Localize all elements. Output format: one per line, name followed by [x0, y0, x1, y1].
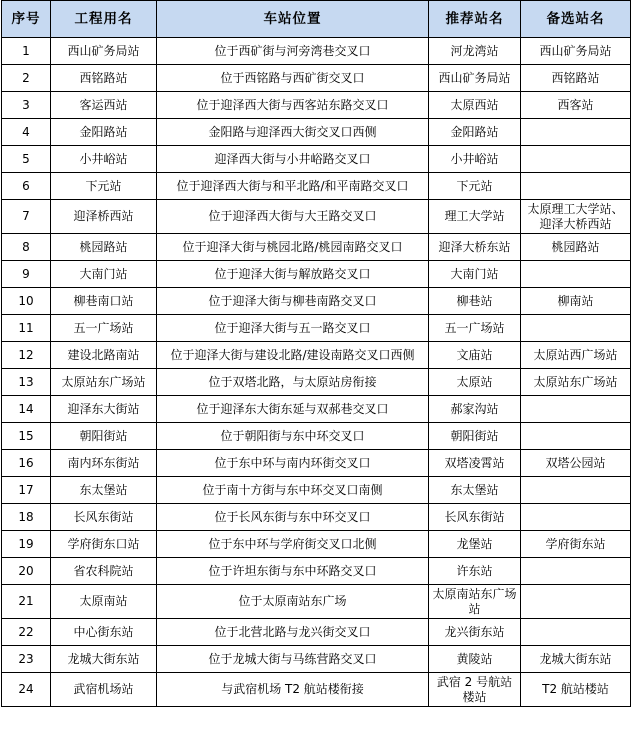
cell-no: 18 — [2, 504, 51, 531]
cell-alternative-name: T2 航站楼站 — [521, 673, 631, 707]
cell-recommended-name: 太原南站东广场站 — [429, 585, 521, 619]
table-row — [2, 315, 631, 342]
cell-alternative-name — [521, 119, 631, 146]
header-row — [2, 1, 631, 38]
cell-recommended-name: 金阳路站 — [429, 119, 521, 146]
table-row — [2, 477, 631, 504]
cell-no: 14 — [2, 396, 51, 423]
cell-engineering-name: 龙城大街东站 — [51, 646, 157, 673]
cell-recommended-name: 黄陵站 — [429, 646, 521, 673]
cell-alternative-name: 双塔公园站 — [521, 450, 631, 477]
header-no: 序号 — [2, 1, 51, 38]
cell-recommended-name: 龙堡站 — [429, 531, 521, 558]
cell-engineering-name: 武宿机场站 — [51, 673, 157, 707]
cell-recommended-name: 柳巷站 — [429, 288, 521, 315]
cell-recommended-name: 大南门站 — [429, 261, 521, 288]
cell-no: 8 — [2, 234, 51, 261]
cell-station-location: 位于迎泽大街与柳巷南路交叉口 — [157, 288, 429, 315]
cell-station-location: 位于东中环与学府街交叉口北侧 — [157, 531, 429, 558]
cell-engineering-name: 五一广场站 — [51, 315, 157, 342]
table-row — [2, 646, 631, 673]
cell-no: 13 — [2, 369, 51, 396]
header-recommended-name: 推荐站名 — [429, 1, 521, 38]
cell-engineering-name: 东太堡站 — [51, 477, 157, 504]
cell-engineering-name: 小井峪站 — [51, 146, 157, 173]
cell-recommended-name: 文庙站 — [429, 342, 521, 369]
cell-recommended-name: 郝家沟站 — [429, 396, 521, 423]
cell-alternative-name — [521, 504, 631, 531]
table-row — [2, 234, 631, 261]
cell-alternative-name — [521, 585, 631, 619]
cell-no: 10 — [2, 288, 51, 315]
table-header — [2, 1, 631, 38]
cell-recommended-name: 下元站 — [429, 173, 521, 200]
header-alternative-name: 备选站名 — [521, 1, 631, 38]
cell-station-location: 位于迎泽大街与解放路交叉口 — [157, 261, 429, 288]
cell-engineering-name: 桃园路站 — [51, 234, 157, 261]
cell-engineering-name: 西山矿务局站 — [51, 38, 157, 65]
cell-engineering-name: 长风东街站 — [51, 504, 157, 531]
cell-alternative-name — [521, 315, 631, 342]
table-row — [2, 200, 631, 234]
cell-alternative-name: 学府街东站 — [521, 531, 631, 558]
cell-no: 24 — [2, 673, 51, 707]
cell-no: 11 — [2, 315, 51, 342]
cell-alternative-name: 西山矿务局站 — [521, 38, 631, 65]
cell-engineering-name: 金阳路站 — [51, 119, 157, 146]
cell-alternative-name: 太原站东广场站 — [521, 369, 631, 396]
cell-no: 7 — [2, 200, 51, 234]
cell-engineering-name: 省农科院站 — [51, 558, 157, 585]
cell-alternative-name: 柳南站 — [521, 288, 631, 315]
cell-recommended-name: 太原西站 — [429, 92, 521, 119]
header-engineering-name: 工程用名 — [51, 1, 157, 38]
table-row — [2, 65, 631, 92]
cell-no: 20 — [2, 558, 51, 585]
cell-station-location: 位于龙城大街与马练营路交叉口 — [157, 646, 429, 673]
cell-engineering-name: 迎泽桥西站 — [51, 200, 157, 234]
table-row — [2, 146, 631, 173]
cell-engineering-name: 大南门站 — [51, 261, 157, 288]
cell-recommended-name: 龙兴街东站 — [429, 619, 521, 646]
cell-recommended-name: 太原站 — [429, 369, 521, 396]
cell-engineering-name: 西铭路站 — [51, 65, 157, 92]
table-row — [2, 504, 631, 531]
table-row — [2, 531, 631, 558]
cell-recommended-name: 小井峪站 — [429, 146, 521, 173]
cell-station-location: 位于太原南站东广场 — [157, 585, 429, 619]
table-body — [2, 38, 631, 707]
cell-station-location: 位于迎泽西大街与和平北路/和平南路交叉口 — [157, 173, 429, 200]
cell-alternative-name — [521, 477, 631, 504]
table-row — [2, 619, 631, 646]
cell-no: 22 — [2, 619, 51, 646]
cell-station-location: 位于许坦东街与东中环路交叉口 — [157, 558, 429, 585]
cell-no: 1 — [2, 38, 51, 65]
cell-recommended-name: 许东站 — [429, 558, 521, 585]
cell-station-location: 位于迎泽大街与桃园北路/桃园南路交叉口 — [157, 234, 429, 261]
cell-engineering-name: 太原站东广场站 — [51, 369, 157, 396]
cell-alternative-name: 太原理工大学站、迎泽大桥西站 — [521, 200, 631, 234]
table-row — [2, 558, 631, 585]
cell-engineering-name: 学府街东口站 — [51, 531, 157, 558]
table-row — [2, 38, 631, 65]
cell-engineering-name: 朝阳街站 — [51, 423, 157, 450]
cell-no: 15 — [2, 423, 51, 450]
cell-alternative-name: 太原站西广场站 — [521, 342, 631, 369]
cell-alternative-name: 西客站 — [521, 92, 631, 119]
cell-alternative-name — [521, 173, 631, 200]
cell-no: 12 — [2, 342, 51, 369]
cell-station-location: 位于西矿街与河旁湾巷交叉口 — [157, 38, 429, 65]
table-row — [2, 288, 631, 315]
cell-engineering-name: 南内环东街站 — [51, 450, 157, 477]
cell-alternative-name: 龙城大街东站 — [521, 646, 631, 673]
cell-alternative-name — [521, 261, 631, 288]
cell-recommended-name: 长风东街站 — [429, 504, 521, 531]
cell-recommended-name: 东太堡站 — [429, 477, 521, 504]
cell-no: 23 — [2, 646, 51, 673]
table-row — [2, 673, 631, 707]
cell-no: 9 — [2, 261, 51, 288]
cell-no: 21 — [2, 585, 51, 619]
cell-station-location: 位于迎泽大街与五一路交叉口 — [157, 315, 429, 342]
cell-recommended-name: 迎泽大桥东站 — [429, 234, 521, 261]
cell-recommended-name: 朝阳街站 — [429, 423, 521, 450]
table-row — [2, 396, 631, 423]
cell-station-location: 位于东中环与南内环街交叉口 — [157, 450, 429, 477]
cell-station-location: 位于朝阳街与东中环交叉口 — [157, 423, 429, 450]
cell-recommended-name: 五一广场站 — [429, 315, 521, 342]
table-row — [2, 423, 631, 450]
cell-station-location: 金阳路与迎泽西大街交叉口西侧 — [157, 119, 429, 146]
cell-engineering-name: 客运西站 — [51, 92, 157, 119]
cell-no: 6 — [2, 173, 51, 200]
cell-alternative-name — [521, 423, 631, 450]
cell-alternative-name — [521, 558, 631, 585]
cell-station-location: 位于双塔北路，与太原站房衔接 — [157, 369, 429, 396]
table-row — [2, 450, 631, 477]
cell-no: 19 — [2, 531, 51, 558]
table-row — [2, 369, 631, 396]
cell-station-location: 与武宿机场 T2 航站楼衔接 — [157, 673, 429, 707]
cell-alternative-name — [521, 619, 631, 646]
cell-station-location: 位于迎泽西大街与大王路交叉口 — [157, 200, 429, 234]
cell-recommended-name: 河龙湾站 — [429, 38, 521, 65]
cell-station-location: 位于北营北路与龙兴街交叉口 — [157, 619, 429, 646]
table-row — [2, 173, 631, 200]
cell-recommended-name: 理工大学站 — [429, 200, 521, 234]
table-row — [2, 261, 631, 288]
cell-alternative-name: 西铭路站 — [521, 65, 631, 92]
table-row — [2, 342, 631, 369]
cell-station-location: 位于迎泽大街与建设北路/建设南路交叉口西侧 — [157, 342, 429, 369]
cell-recommended-name: 双塔凌霄站 — [429, 450, 521, 477]
cell-no: 17 — [2, 477, 51, 504]
station-name-table — [1, 0, 631, 707]
cell-station-location: 位于西铭路与西矿街交叉口 — [157, 65, 429, 92]
cell-engineering-name: 中心街东站 — [51, 619, 157, 646]
cell-engineering-name: 柳巷南口站 — [51, 288, 157, 315]
cell-station-location: 位于长风东街与东中环交叉口 — [157, 504, 429, 531]
cell-recommended-name: 西山矿务局站 — [429, 65, 521, 92]
cell-station-location: 迎泽西大街与小井峪路交叉口 — [157, 146, 429, 173]
cell-engineering-name: 下元站 — [51, 173, 157, 200]
cell-station-location: 位于迎泽西大街与西客站东路交叉口 — [157, 92, 429, 119]
cell-station-location: 位于迎泽东大街东延与双郝巷交叉口 — [157, 396, 429, 423]
cell-engineering-name: 建设北路南站 — [51, 342, 157, 369]
table-row — [2, 119, 631, 146]
table-row — [2, 585, 631, 619]
cell-engineering-name: 迎泽东大街站 — [51, 396, 157, 423]
cell-alternative-name — [521, 396, 631, 423]
cell-no: 2 — [2, 65, 51, 92]
cell-alternative-name — [521, 146, 631, 173]
cell-station-location: 位于南十方街与东中环交叉口南侧 — [157, 477, 429, 504]
cell-no: 4 — [2, 119, 51, 146]
cell-engineering-name: 太原南站 — [51, 585, 157, 619]
table-row — [2, 92, 631, 119]
cell-alternative-name: 桃园路站 — [521, 234, 631, 261]
header-station-location: 车站位置 — [157, 1, 429, 38]
cell-recommended-name: 武宿 2 号航站楼站 — [429, 673, 521, 707]
cell-no: 5 — [2, 146, 51, 173]
cell-no: 3 — [2, 92, 51, 119]
cell-no: 16 — [2, 450, 51, 477]
